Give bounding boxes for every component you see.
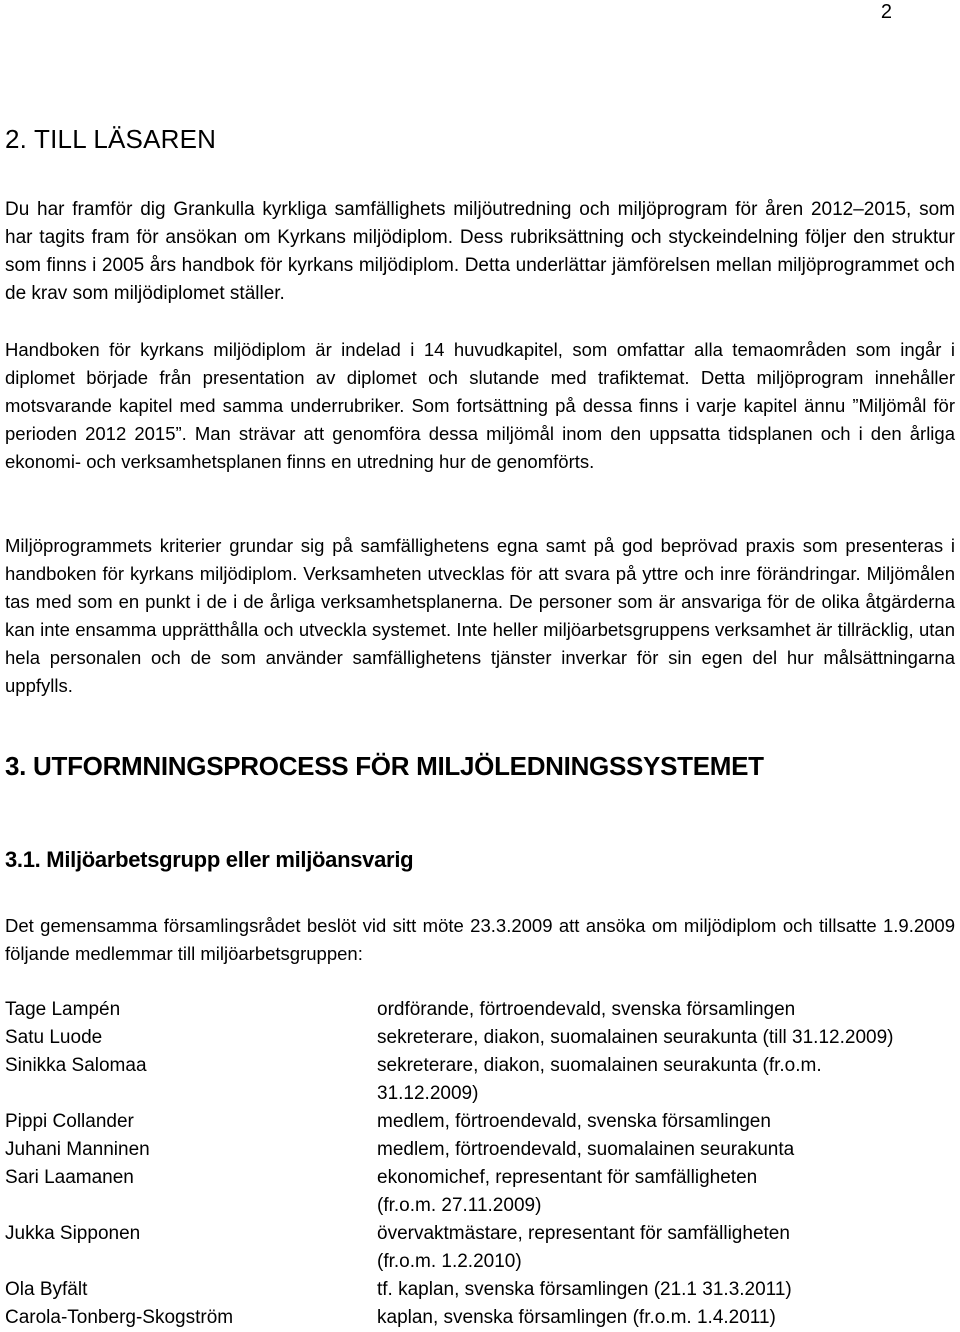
member-role: ordförande, förtroendevald, svenska församlingen: [377, 999, 796, 1020]
paragraph-criteria: Miljöprogrammets kriterier grundar sig på samfällighetens egna samt på god beprövad praxis som presenteras i handboken för kyrkans miljödiplom. Verksamheten utvecklas för att svara på yttre och inre förändringar. Miljömålen tas med som en punkt i de i de årliga verksamhetsplanerna. De personer som är ansvariga för de olika åtgärderna kan inte ensamma upprätthålla och utveckla systemet. Inte heller miljöarbetsgruppens verksamhet är tillräcklig, utan hela personalen och de som använder samfällighetens tjänster inverkar för sin egen del hur målsättningarna uppfylls.: [5, 535, 955, 696]
paragraph-decision: Det gemensamma församlingsrådet beslöt vid sitt möte 23.3.2009 att ansöka om miljödiplom och tillsatte 1.9.2009 följande medlemmar till miljöarbetsgruppen:: [5, 915, 955, 964]
member-row: [5, 1052, 955, 1080]
member-name: Carola-Tonberg-Skogström: [5, 1307, 234, 1328]
page-number: 2: [880, 1, 892, 23]
member-row: [5, 1220, 955, 1248]
member-role: sekreterare, diakon, suomalainen seurakunta (fr.o.m.: [377, 1055, 822, 1076]
heading-till-lasaren: 2. TILL LÄSAREN: [5, 124, 217, 154]
member-row: [5, 1164, 955, 1192]
member-row: [5, 1248, 955, 1276]
member-list: [5, 996, 955, 1332]
member-name: Satu Luode: [5, 1027, 103, 1048]
member-row: [5, 1276, 955, 1304]
member-name: [5, 1080, 377, 1108]
member-role: tf. kaplan, svenska församlingen (21.1 31.3.2011): [377, 1279, 792, 1300]
member-name: Sinikka Salomaa: [5, 1055, 147, 1076]
member-role: ekonomichef, representant för samfälligheten: [377, 1167, 758, 1188]
member-role: medlem, förtroendevald, svenska församlingen: [377, 1111, 771, 1132]
heading-utformningsprocess: 3. UTFORMNINGSPROCESS FÖR MILJÖLEDNINGSSYSTEMET: [5, 751, 764, 781]
member-name: Ola Byfält: [5, 1279, 88, 1300]
member-name: Sari Laamanen: [5, 1167, 134, 1188]
member-name: Jukka Sipponen: [5, 1223, 141, 1244]
member-role: övervaktmästare, representant för samfälligheten: [377, 1223, 790, 1244]
paragraph-handbook: Handboken för kyrkans miljödiplom är indelad i 14 huvudkapitel, som omfattar alla temaområden som ingår i diplomet började från presentation av diplomet och slutande med trafiktemat. Detta miljöprogram innehåller motsvarande kapitel med samma underrubriker. Som fortsättning på dessa finns i varje kapitel ännu ”Miljömål för perioden 2012 2015”. Man strävar att genomföra dessa miljömål inom den uppsatta tidsplanen och i den årliga ekonomi- och verksamhetsplanen finns en utredning hur de genomförts.: [5, 339, 955, 472]
member-role: kaplan, svenska församlingen (fr.o.m. 1.4.2011): [377, 1307, 776, 1328]
member-row: [5, 1192, 955, 1220]
member-name: [5, 1192, 377, 1220]
member-row: [5, 1080, 955, 1108]
member-name: Tage Lampén: [5, 999, 121, 1020]
member-row: [5, 1024, 955, 1052]
member-name: Juhani Manninen: [5, 1139, 150, 1160]
heading-miljoarbetsgrupp: 3.1. Miljöarbetsgrupp eller miljöansvarig: [5, 847, 414, 872]
member-role: sekreterare, diakon, suomalainen seurakunta (till 31.12.2009): [377, 1027, 894, 1048]
member-role: (fr.o.m. 27.11.2009): [377, 1195, 542, 1216]
member-row: [5, 996, 955, 1024]
member-name: [5, 1248, 377, 1276]
member-role: medlem, förtroendevald, suomalainen seurakunta: [377, 1139, 795, 1160]
member-row: [5, 1108, 955, 1136]
member-name: Pippi Collander: [5, 1111, 134, 1132]
paragraph-intro: Du har framför dig Grankulla kyrkliga samfällighets miljöutredning och miljöprogram för åren 2012–2015, som har tagits fram för ansökan om Kyrkans miljödiplom. Dess rubriksättning och styckeindelning följer den struktur som finns i 2005 års handbok för kyrkans miljödiplom. Detta underlättar jämförelsen mellan miljöprogrammet och de krav som miljödiplomet ställer.: [5, 199, 955, 304]
member-role: 31.12.2009): [377, 1083, 479, 1104]
member-row: [5, 1136, 955, 1164]
member-role: (fr.o.m. 1.2.2010): [377, 1251, 522, 1272]
member-row: [5, 1304, 955, 1332]
